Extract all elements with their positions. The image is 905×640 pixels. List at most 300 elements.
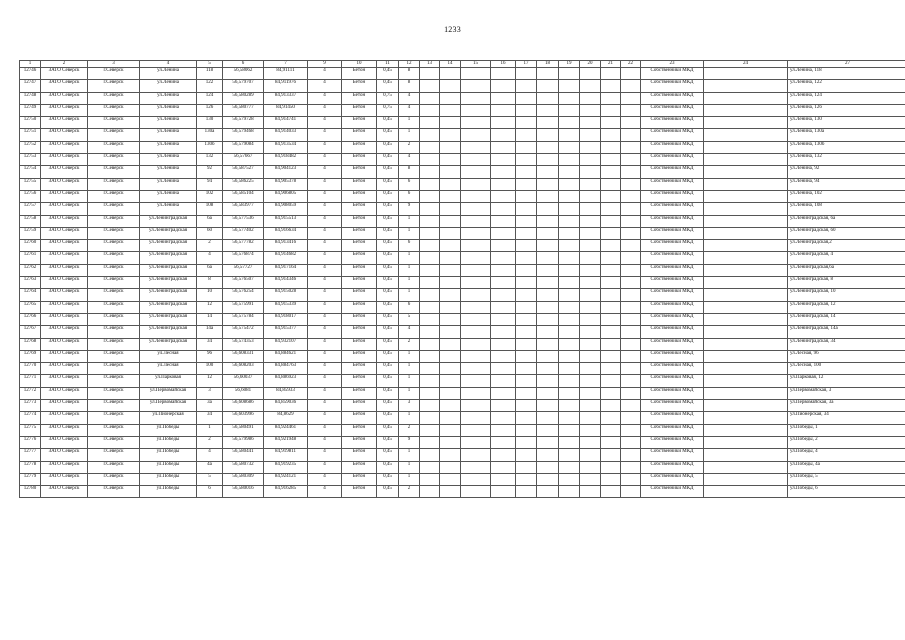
table-cell: ЗАТО Северск xyxy=(41,117,88,129)
table-cell: Бетон xyxy=(342,80,377,92)
table-cell xyxy=(704,375,788,387)
table-cell: ЗАТО Северск xyxy=(41,326,88,338)
table-cell xyxy=(491,400,516,412)
table-cell: 84,915339 xyxy=(264,301,308,313)
table-cell: 92 xyxy=(197,166,223,178)
table-cell xyxy=(420,313,440,325)
table-cell: ЗАТО Северск xyxy=(41,129,88,141)
table-cell xyxy=(580,400,601,412)
table-cell xyxy=(537,449,559,461)
table-cell xyxy=(580,313,601,325)
table-cell: 84,859036 xyxy=(264,400,308,412)
table-cell: 0,75 xyxy=(377,92,399,104)
table-cell: 12778 xyxy=(20,461,41,473)
column-header: 15 xyxy=(461,61,491,68)
table-cell: 4 xyxy=(308,301,342,313)
table-cell xyxy=(491,436,516,448)
table-cell xyxy=(601,449,621,461)
table-cell: Собственники МКД xyxy=(641,289,704,301)
table-cell: ул.Победы xyxy=(140,436,197,448)
table-cell: 1 xyxy=(399,363,420,375)
table-cell: 56,608203 xyxy=(223,363,264,375)
table-cell xyxy=(559,80,580,92)
table-cell: 4 xyxy=(399,326,420,338)
table-cell xyxy=(621,387,641,399)
table-cell xyxy=(621,141,641,153)
table-cell xyxy=(580,387,601,399)
table-cell: 4 xyxy=(308,412,342,424)
table-cell: ЗАТО Северск xyxy=(41,461,88,473)
table-cell: 56,576874 xyxy=(223,252,264,264)
table-cell: 12773 xyxy=(20,400,41,412)
table-cell: Бетон xyxy=(342,141,377,153)
table-cell: 100 xyxy=(197,363,223,375)
table-cell xyxy=(516,68,537,80)
table-cell xyxy=(440,68,461,80)
table-cell: Бетон xyxy=(342,252,377,264)
table-cell xyxy=(580,178,601,190)
column-header: 10 xyxy=(342,61,377,68)
table-cell xyxy=(461,289,491,301)
table-cell: 84,924461 xyxy=(264,424,308,436)
table-cell: 12752 xyxy=(20,141,41,153)
table-cell xyxy=(704,289,788,301)
table-cell: 84,914682 xyxy=(264,252,308,264)
table-row xyxy=(20,129,905,141)
table-cell xyxy=(461,178,491,190)
table-cell xyxy=(461,424,491,436)
table-cell xyxy=(704,129,788,141)
table-cell xyxy=(559,264,580,276)
table-cell xyxy=(516,227,537,239)
table-cell xyxy=(440,424,461,436)
table-cell: 0,45 xyxy=(377,412,399,424)
table-cell: 122 xyxy=(197,80,223,92)
table-cell: ул.Ленинградская xyxy=(140,252,197,264)
table-cell: Собственники МКД xyxy=(641,141,704,153)
table-cell: Собственники МКД xyxy=(641,301,704,313)
table-cell: 4 xyxy=(308,117,342,129)
table-cell: ул.Ленина, 132 xyxy=(788,154,905,166)
table-cell: ул.Победы, 1 xyxy=(788,424,905,436)
table-cell: 0,45 xyxy=(377,449,399,461)
table-cell: 12765 xyxy=(20,301,41,313)
table-cell xyxy=(704,486,788,498)
table-cell: 12770 xyxy=(20,363,41,375)
table-cell xyxy=(516,363,537,375)
table-cell xyxy=(621,473,641,485)
table-cell: 56,608331 xyxy=(223,350,264,362)
table-cell: ул.Ленинградская, 14 xyxy=(788,313,905,325)
table-cell: 4 xyxy=(308,400,342,412)
table-cell: Бетон xyxy=(342,387,377,399)
table-cell xyxy=(537,313,559,325)
table-cell xyxy=(580,363,601,375)
table-cell xyxy=(621,190,641,202)
table-cell: ЗАТО Северск xyxy=(41,424,88,436)
table-cell: ул.Победы xyxy=(140,486,197,498)
table-cell: 34 xyxy=(197,412,223,424)
table-cell xyxy=(420,338,440,350)
table-cell: 2 xyxy=(399,141,420,153)
table-cell: 56,60037 xyxy=(223,375,264,387)
table-cell: Собственники МКД xyxy=(641,486,704,498)
table-cell: 2 xyxy=(399,338,420,350)
table-cell xyxy=(621,277,641,289)
table-cell xyxy=(420,461,440,473)
table-row xyxy=(20,313,905,325)
table-cell xyxy=(420,141,440,153)
table-cell xyxy=(461,473,491,485)
table-cell: г.Северск xyxy=(88,178,140,190)
table-cell xyxy=(440,486,461,498)
table-cell xyxy=(704,166,788,178)
table-row xyxy=(20,375,905,387)
table-cell: ЗАТО Северск xyxy=(41,412,88,424)
table-cell: г.Северск xyxy=(88,313,140,325)
table-cell xyxy=(537,129,559,141)
table-cell: Бетон xyxy=(342,227,377,239)
table-cell: 12759 xyxy=(20,227,41,239)
table-cell xyxy=(420,412,440,424)
registry-table xyxy=(19,60,905,498)
table-cell: ул.Первомайская xyxy=(140,400,197,412)
table-cell: 0,45 xyxy=(377,129,399,141)
table-row xyxy=(20,387,905,399)
table-cell: 4 xyxy=(308,203,342,215)
table-cell xyxy=(621,104,641,116)
table-cell: 4 xyxy=(308,338,342,350)
table-cell xyxy=(621,486,641,498)
table-cell xyxy=(704,104,788,116)
table-cell xyxy=(461,129,491,141)
table-cell xyxy=(516,178,537,190)
table-cell: 84,918017 xyxy=(264,313,308,325)
table-cell xyxy=(559,166,580,178)
table-cell xyxy=(601,252,621,264)
table-cell xyxy=(601,277,621,289)
table-cell xyxy=(621,326,641,338)
table-cell: 56,580016 xyxy=(223,486,264,498)
table-cell: 4 xyxy=(308,387,342,399)
table-cell xyxy=(704,424,788,436)
table-cell: Собственники МКД xyxy=(641,326,704,338)
table-cell xyxy=(491,289,516,301)
table-cell: Бетон xyxy=(342,68,377,80)
table-cell: 56,579468 xyxy=(223,129,264,141)
table-cell xyxy=(537,166,559,178)
table-cell: 1 xyxy=(399,461,420,473)
table-cell xyxy=(621,424,641,436)
table-cell: 4 xyxy=(308,104,342,116)
table-cell xyxy=(537,424,559,436)
table-cell: 84,924121 xyxy=(264,473,308,485)
table-cell: 84,917164 xyxy=(264,264,308,276)
table-cell: Собственники МКД xyxy=(641,412,704,424)
table-cell xyxy=(516,387,537,399)
table-cell: 0,45 xyxy=(377,240,399,252)
table-cell: 0,45 xyxy=(377,190,399,202)
table-cell: ул.Лесная xyxy=(140,350,197,362)
table-cell: ЗАТО Северск xyxy=(41,289,88,301)
table-cell: 56,579986 xyxy=(223,436,264,448)
table-cell: 0,45 xyxy=(377,178,399,190)
table-cell xyxy=(420,449,440,461)
table-cell xyxy=(461,117,491,129)
table-cell: 12755 xyxy=(20,178,41,190)
table-cell xyxy=(440,412,461,424)
table-cell xyxy=(420,190,440,202)
table-cell: г.Северск xyxy=(88,166,140,178)
table-cell: Бетон xyxy=(342,375,377,387)
table-cell xyxy=(601,166,621,178)
table-cell xyxy=(516,92,537,104)
table-cell xyxy=(559,412,580,424)
table-cell xyxy=(440,363,461,375)
column-header: 19 xyxy=(559,61,580,68)
table-cell xyxy=(621,301,641,313)
table-cell: Бетон xyxy=(342,190,377,202)
table-cell xyxy=(537,215,559,227)
table-cell: г.Северск xyxy=(88,289,140,301)
table-cell: ул.Первомайская, 3 xyxy=(788,387,905,399)
table-cell: ул.Ленинградская xyxy=(140,264,197,276)
table-cell: ЗАТО Северск xyxy=(41,400,88,412)
table-cell xyxy=(516,350,537,362)
table-cell xyxy=(559,252,580,264)
table-cell xyxy=(461,141,491,153)
table-cell: 126 xyxy=(197,104,223,116)
table-cell xyxy=(537,178,559,190)
table-row xyxy=(20,289,905,301)
table-cell xyxy=(461,461,491,473)
table-cell: ул.Ленина, 92 xyxy=(788,166,905,178)
table-cell: 12772 xyxy=(20,387,41,399)
column-header: 12 xyxy=(399,61,420,68)
table-cell: ул.Пионерская xyxy=(140,412,197,424)
table-cell xyxy=(601,375,621,387)
table-cell xyxy=(420,486,440,498)
table-cell xyxy=(516,473,537,485)
table-cell: 56,583977 xyxy=(223,203,264,215)
table-cell: г.Северск xyxy=(88,240,140,252)
table-cell: 84,913534 xyxy=(264,141,308,153)
table-cell: ул.Ленина, 130б xyxy=(788,141,905,153)
table-cell xyxy=(516,486,537,498)
table-cell: 4 xyxy=(308,375,342,387)
table-cell: 4 xyxy=(308,486,342,498)
table-cell: 2 xyxy=(197,240,223,252)
table-cell xyxy=(580,436,601,448)
table-cell: ул.Ленина, 118 xyxy=(788,68,905,80)
table-cell: 56,58062 xyxy=(223,68,264,80)
table-cell: 9 xyxy=(399,436,420,448)
table-cell xyxy=(461,436,491,448)
table-cell xyxy=(516,277,537,289)
table-cell: 4 xyxy=(308,190,342,202)
table-cell: ул.Победы, 4а xyxy=(788,461,905,473)
table-cell: ул.Ленина xyxy=(140,166,197,178)
table-cell: ул.Лесная xyxy=(140,363,197,375)
table-cell: Собственники МКД xyxy=(641,240,704,252)
table-cell xyxy=(537,277,559,289)
table-cell: ул.Ленина xyxy=(140,141,197,153)
table-cell: г.Северск xyxy=(88,412,140,424)
table-cell: ул.Ленинградская xyxy=(140,301,197,313)
table-cell: 56,580441 xyxy=(223,449,264,461)
table-cell xyxy=(559,350,580,362)
table-cell xyxy=(704,412,788,424)
table-cell: Собственники МКД xyxy=(641,400,704,412)
table-cell: г.Северск xyxy=(88,252,140,264)
table-cell xyxy=(461,449,491,461)
table-cell xyxy=(440,104,461,116)
table-cell: ул.Победы, 6 xyxy=(788,486,905,498)
table-cell: 4 xyxy=(308,68,342,80)
table-cell: г.Северск xyxy=(88,104,140,116)
table-cell: 1 xyxy=(399,129,420,141)
table-cell xyxy=(440,400,461,412)
table-cell xyxy=(440,461,461,473)
table-cell: г.Северск xyxy=(88,215,140,227)
table-cell xyxy=(440,227,461,239)
table-cell: 9 xyxy=(399,203,420,215)
table-cell: 0,45 xyxy=(377,203,399,215)
table-cell xyxy=(491,473,516,485)
table-cell xyxy=(601,363,621,375)
table-cell: г.Северск xyxy=(88,68,140,80)
table-cell: 3 xyxy=(197,387,223,399)
table-cell xyxy=(461,240,491,252)
table-cell: ул.Победы, 4 xyxy=(788,449,905,461)
table-cell: г.Северск xyxy=(88,338,140,350)
table-cell: 3 xyxy=(399,400,420,412)
table-cell xyxy=(491,190,516,202)
table-cell xyxy=(621,215,641,227)
table-cell xyxy=(491,264,516,276)
table-cell xyxy=(621,313,641,325)
table-cell: Бетон xyxy=(342,313,377,325)
column-header: 1 xyxy=(20,61,41,68)
table-cell xyxy=(516,154,537,166)
table-cell xyxy=(516,313,537,325)
table-cell xyxy=(537,350,559,362)
page-number: 1233 xyxy=(444,25,461,34)
table-cell: ул.Ленина, 108 xyxy=(788,203,905,215)
table-cell: ЗАТО Северск xyxy=(41,240,88,252)
table-cell: 4 xyxy=(308,289,342,301)
table-cell: Бетон xyxy=(342,240,377,252)
table-cell xyxy=(491,301,516,313)
table-cell: 4а xyxy=(197,461,223,473)
table-row xyxy=(20,154,905,166)
table-cell xyxy=(580,203,601,215)
table-cell xyxy=(461,313,491,325)
table-cell: 4 xyxy=(308,141,342,153)
table-row xyxy=(20,166,905,178)
table-cell: Собственники МКД xyxy=(641,461,704,473)
table-cell xyxy=(621,289,641,301)
table-cell: 56,57667 xyxy=(223,154,264,166)
table-cell: 4 xyxy=(308,240,342,252)
table-cell: г.Северск xyxy=(88,154,140,166)
table-cell xyxy=(580,326,601,338)
table-cell xyxy=(516,449,537,461)
table-cell: 56,580309 xyxy=(223,473,264,485)
table-cell xyxy=(559,363,580,375)
table-row xyxy=(20,68,905,80)
table-cell xyxy=(601,473,621,485)
table-cell: 56,574353 xyxy=(223,338,264,350)
table-cell: г.Северск xyxy=(88,486,140,498)
table-cell: ЗАТО Северск xyxy=(41,80,88,92)
table-cell: ул.Ленинградская xyxy=(140,215,197,227)
table-cell xyxy=(621,412,641,424)
table-cell: 4 xyxy=(308,178,342,190)
table-cell: ул.Первомайская, 3а xyxy=(788,400,905,412)
column-header: 24 xyxy=(704,61,788,68)
table-cell xyxy=(580,486,601,498)
table-cell xyxy=(559,473,580,485)
table-cell xyxy=(440,473,461,485)
table-cell: Собственники МКД xyxy=(641,80,704,92)
table-cell xyxy=(601,387,621,399)
table-cell xyxy=(559,68,580,80)
table-cell xyxy=(704,252,788,264)
table-cell xyxy=(601,400,621,412)
table-cell: ул.Пионерская, 34 xyxy=(788,412,905,424)
table-cell: 4 xyxy=(197,252,223,264)
table-cell xyxy=(516,400,537,412)
table-cell: ул.Ленинградская, 4 xyxy=(788,252,905,264)
table-cell xyxy=(704,240,788,252)
table-cell: ул.Ленина xyxy=(140,92,197,104)
table-cell xyxy=(516,461,537,473)
table-cell xyxy=(537,154,559,166)
table-cell: 4 xyxy=(399,92,420,104)
table-cell: Бетон xyxy=(342,436,377,448)
table-cell: г.Северск xyxy=(88,80,140,92)
table-cell xyxy=(440,436,461,448)
table-row xyxy=(20,264,905,276)
table-cell xyxy=(559,240,580,252)
table-row xyxy=(20,190,905,202)
table-cell: 56,576507 xyxy=(223,277,264,289)
column-header: 22 xyxy=(621,61,641,68)
table-cell xyxy=(420,400,440,412)
table-cell xyxy=(420,215,440,227)
table-cell: ЗАТО Северск xyxy=(41,227,88,239)
table-cell xyxy=(580,277,601,289)
table-cell xyxy=(461,387,491,399)
table-cell xyxy=(580,338,601,350)
table-cell: 56,587527 xyxy=(223,166,264,178)
table-cell xyxy=(440,338,461,350)
table-cell xyxy=(621,240,641,252)
table-cell xyxy=(704,264,788,276)
table-cell: г.Северск xyxy=(88,461,140,473)
table-cell: Бетон xyxy=(342,400,377,412)
table-cell xyxy=(580,461,601,473)
table-cell: Собственники МКД xyxy=(641,215,704,227)
table-cell: ул.Ленина, 102 xyxy=(788,190,905,202)
table-cell: 56,575991 xyxy=(223,301,264,313)
table-cell xyxy=(537,264,559,276)
table-cell xyxy=(621,227,641,239)
table-cell: 56,575472 xyxy=(223,326,264,338)
table-row xyxy=(20,363,905,375)
table-cell: ЗАТО Северск xyxy=(41,154,88,166)
